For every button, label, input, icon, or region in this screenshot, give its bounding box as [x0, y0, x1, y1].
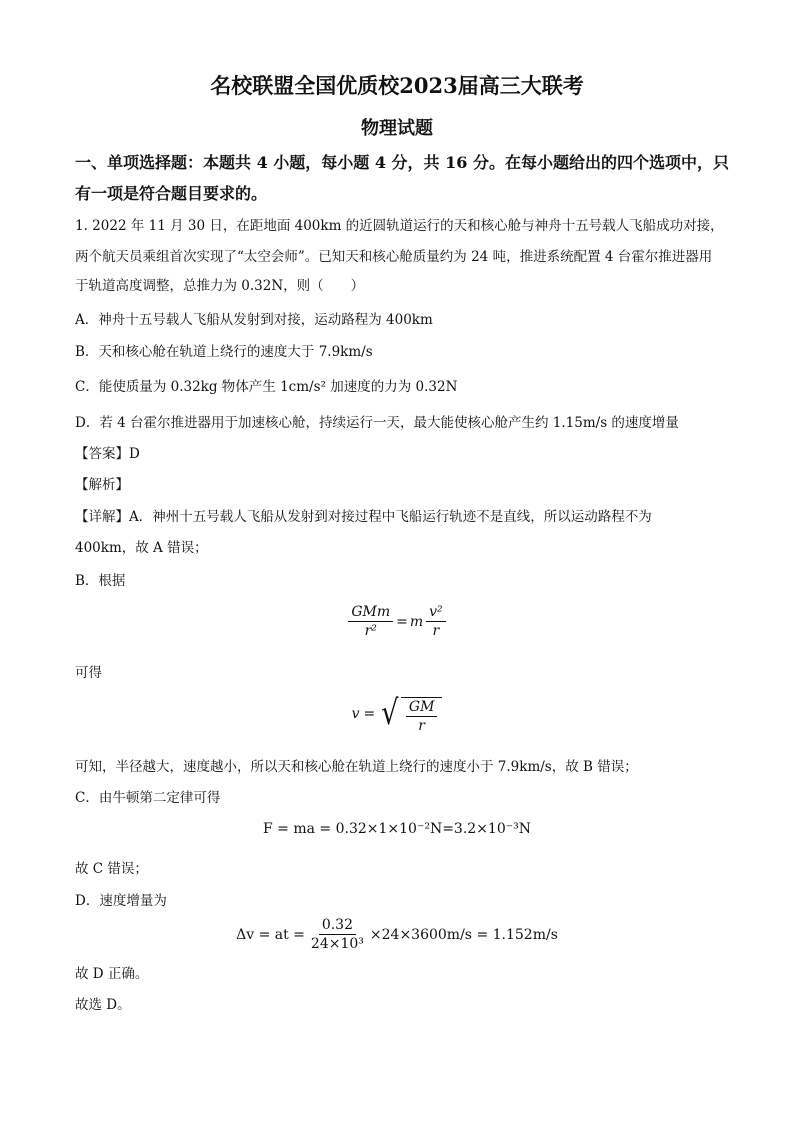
option-b: B．天和核心舱在轨道上绕行的速度大于 7.9km/s	[75, 344, 373, 360]
equation-force-text: F = ma = 0.32×1×10⁻²N=3.2×10⁻³N	[263, 821, 531, 837]
equation-delta-v-rhs: ×24×3600m/s = 1.152m/s	[369, 926, 558, 943]
detail-b-conclusion: 可知，半径越大，速度越小，所以天和核心舱在轨道上绕行的速度小于 7.9km/s，故 B 错误；	[75, 759, 638, 775]
option-d: D．若 4 台霍尔推进器用于加速核心舱，持续运行一天，最大能使核心舱产生约 1.15m/s 的速度增量	[75, 415, 679, 431]
answer-label: 【答案】	[75, 446, 129, 462]
detail-d-intro: D．速度增量为	[75, 893, 167, 909]
final-answer-line: 故选 D。	[75, 997, 131, 1013]
equation-delta-v	[0, 916, 794, 953]
page-title: 名校联盟全国优质校2023届高三大联考	[210, 73, 584, 98]
equation-delta-v-fraction	[308, 916, 367, 953]
equation-gravity-m: m	[409, 613, 424, 630]
detail-label: 【详解】	[75, 509, 129, 525]
detail-b-mid: 可得	[75, 665, 102, 681]
answer-value: D	[129, 446, 140, 462]
equation-gravity-rhs-denominator: r	[432, 623, 440, 639]
detail-b-intro: B．根据	[75, 573, 126, 589]
equation-velocity-equals: =	[363, 706, 376, 722]
sqrt-sign-icon: √	[381, 693, 399, 733]
equation-gravity-lhs-numerator: GMm	[348, 603, 393, 622]
option-a: A．神舟十五号载人飞船从发射到对接，运动路程为 400km	[75, 312, 433, 328]
equation-delta-v-numerator: 0.32	[319, 916, 356, 935]
equation-velocity-denominator: r	[418, 718, 425, 734]
detail-c-conclusion: 故 C 错误；	[75, 861, 148, 877]
equation-velocity	[0, 693, 794, 735]
equation-velocity-sqrt	[379, 693, 442, 735]
equation-velocity-v: v	[351, 706, 360, 722]
equation-gravity-rhs-numerator: v²	[426, 603, 446, 622]
equation-gravity-lhs	[348, 603, 393, 640]
detail-a-text: A．神州十五号载人飞船从发射到对接过程中飞船运行轨迹不是直线，所以运动路程不为	[129, 509, 652, 525]
detail-a-line-2: 400km，故 A 错误；	[75, 540, 208, 556]
question-stem-line-1: 1. 2022 年 11 月 30 日，在距地面 400km 的近圆轨道运行的天和核心舱与神舟十五号载人飞船成功对接，	[75, 218, 724, 234]
equation-gravity-lhs-denominator: r²	[364, 623, 377, 639]
detail-a-line-1	[75, 505, 652, 525]
detail-c-intro: C．由牛顿第二定律可得	[75, 790, 221, 806]
section-heading-line-2: 有一项是符合题目要求的。	[75, 184, 268, 203]
equation-velocity-numerator: GM	[406, 698, 438, 717]
analysis-label: 【解析】	[75, 477, 129, 493]
detail-d-conclusion: 故 D 正确。	[75, 966, 149, 982]
equation-gravity-equals: =	[396, 613, 408, 630]
equation-gravity-rhs	[426, 603, 446, 640]
equation-delta-v-lhs: Δv = at =	[236, 926, 305, 943]
answer-line	[75, 442, 140, 462]
equation-gravity	[0, 603, 794, 640]
section-heading-line-1: 一、单项选择题：本题共 4 小题，每小题 4 分，共 16 分。在每小题给出的四个选项中，只	[75, 153, 729, 172]
equation-force	[0, 821, 794, 837]
question-stem-line-2: 两个航天员乘组首次实现了“太空会师”。已知天和核心舱质量约为 24 吨，推进系统配置 4 台霍尔推进器用	[75, 249, 713, 265]
option-c: C．能使质量为 0.32kg 物体产生 1cm/s² 加速度的力为 0.32N	[75, 379, 458, 395]
page-subtitle: 物理试题	[361, 118, 433, 139]
question-stem-line-3: 于轨道高度调整，总推力为 0.32N，则（ ）	[75, 278, 365, 294]
equation-delta-v-denominator: 24×10³	[310, 936, 364, 952]
